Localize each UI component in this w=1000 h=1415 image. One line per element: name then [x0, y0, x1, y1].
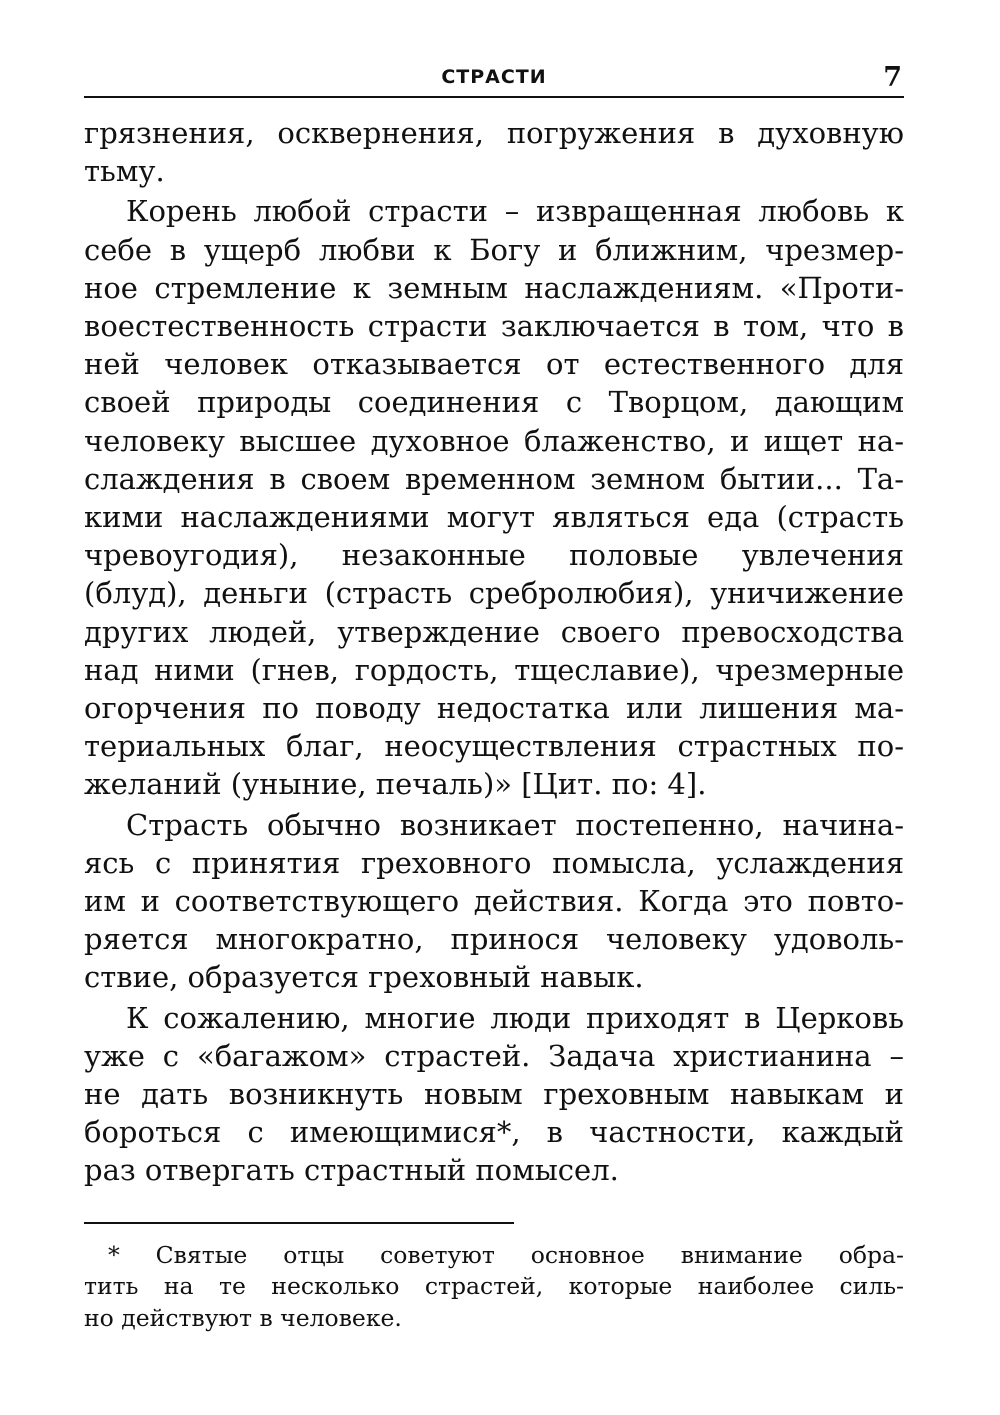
paragraph-christian-task [84, 999, 904, 1190]
text-line: К сожалению, многие люди приходят в Церковь [126, 1000, 904, 1035]
text-line: ясь с принятия греховного помысла, услаждения [84, 845, 904, 880]
paragraph-continuation [84, 114, 904, 190]
text-line: ней человек отказывается от естественного для [84, 347, 904, 382]
page-number: 7 [883, 62, 902, 93]
text-line: Страсть обычно возникает постепенно, начина- [126, 807, 904, 842]
running-title: СТРАСТИ [441, 66, 547, 88]
text-line: ствие, образуется греховный навык. [84, 960, 644, 995]
text-line: чревоугодия), незаконные половые увлечения [84, 538, 904, 573]
paragraph-passion-arises [84, 806, 904, 997]
text-line: ряется многократно, принося человеку удоволь- [84, 922, 904, 957]
text-line: (блуд), деньги (страсть сребролюбия), уничижение [84, 576, 904, 611]
text-line: ное стремление к земным наслаждениям. «Проти- [84, 270, 904, 305]
text-line: огорчения по поводу недостатка или лишения ма- [84, 691, 904, 726]
text-line: слаждения в своем временном земном бытии... Та- [84, 461, 904, 496]
footnote [84, 1240, 904, 1335]
text-line: териальных благ, неосуществления страстных по- [84, 729, 904, 764]
text-line: уже с «багажом» страстей. Задача христианина – [84, 1038, 904, 1073]
text-line: над ними (гнев, гордость, тщеславие), чрезмерные [84, 652, 904, 687]
text-line: себе в ущерб любви к Богу и ближним, чрезмер- [84, 232, 904, 267]
footnote-line: * Святые отцы советуют основное внимание обра- [108, 1240, 904, 1269]
book-page [84, 62, 904, 1334]
text-line: грязнения, осквернения, погружения в духовную [84, 116, 904, 150]
footnote-line: но действуют в человеке. [84, 1303, 402, 1332]
text-line: человеку высшее духовное блаженство, и ищет на- [84, 423, 904, 458]
text-line: им и соответствующего действия. Когда это повто- [84, 884, 904, 919]
running-head [84, 62, 904, 98]
text-line: других людей, утверждение своего превосходства [84, 614, 904, 649]
text-line: воестественность страсти заключается в том, что в [84, 309, 904, 344]
footnote-divider [84, 1222, 514, 1224]
text-line: кими наслаждениями могут являться еда (страсть [84, 500, 904, 535]
footnote-line: тить на те несколько страстей, которые наиболее силь- [84, 1272, 904, 1301]
text-line: своей природы соединения с Творцом, дающим [84, 385, 904, 420]
paragraph-root-of-passion [84, 192, 904, 803]
body-text [84, 114, 904, 1190]
text-line: желаний (уныние, печаль)» [Цит. по: 4]. [84, 767, 707, 802]
text-line: раз отвергать страстный помысел. [84, 1153, 619, 1188]
text-line: бороться с имеющимися*, в частности, каждый [84, 1115, 904, 1150]
text-line: тьму. [84, 154, 165, 189]
text-line: не дать возникнуть новым греховным навыкам и [84, 1077, 904, 1112]
text-line: Корень любой страсти – извращенная любовь к [126, 194, 904, 229]
